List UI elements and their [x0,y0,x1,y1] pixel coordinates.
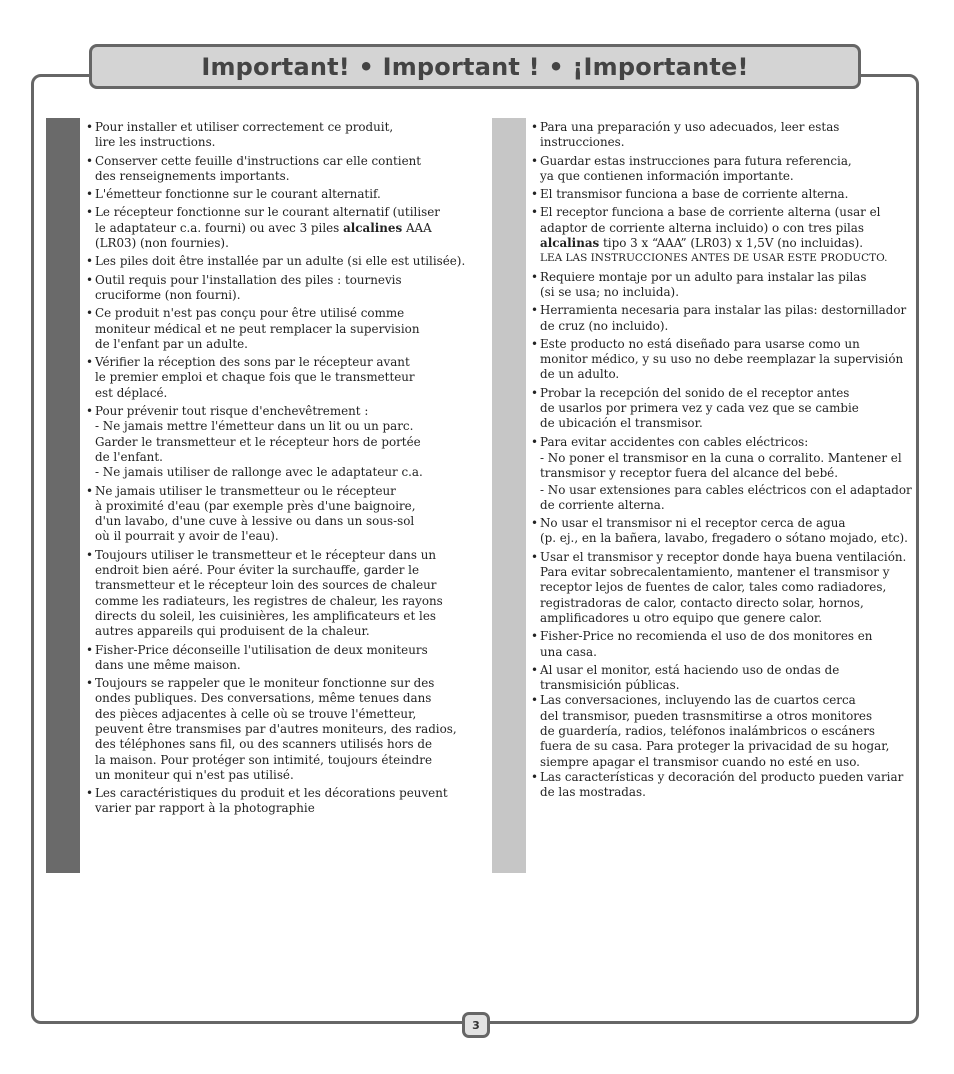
list-item: • Fisher-Price no recomienda el uso de dos monitores en una casa. [531,629,916,660]
french-column-bar [46,118,80,873]
list-item: • El transmisor funciona a base de corriente alterna. [531,187,916,202]
list-item: • Probar la recepción del sonido de el receptor antes de usarlos por primera vez y cada vez que se cambie de ubicación el transmisor. [531,386,916,432]
french-text [86,120,466,820]
battery-type-bold: alcalinas [540,236,600,251]
list-item: • Toujours se rappeler que le moniteur fonctionne sur des ondes publiques. Des conversations, même tenues dans des pièces adjacentes à celle où se trouve l'émetteur, peuvent être transmises par d'autres moniteurs, des radios, des téléphones sans fil, ou des scanners utilisés hors de la maison. Pour protéger son intimité, toujours éteindre un moniteur qui n'est pas utilisé. [86,676,450,783]
list-item: • Fisher-Price déconseille l'utilisation de deux moniteurs dans une même maison. [86,643,450,674]
list-item: • Ne jamais utiliser le transmetteur ou le récepteur à proximité d'eau (par exemple près d'une baignoire, d'un lavabo, d'une cuve à lessive ou dans un sous-sol où il pourrait y avoir de l'eau). [86,484,450,545]
list-item: • Este producto no está diseñado para usarse como un monitor médico, y su uso no debe reemplazar la supervisión de un adulto. [531,337,916,383]
list-item: • Les caractéristiques du produit et les décorations peuvent varier par rapport à la photographie [86,786,450,817]
list-item: • Las conversaciones, incluyendo las de cuartos cerca del transmisor, pueden trasnsmitirse a otros monitores de guardería, radios, teléfonos inalámbricos o escáners fuera de su casa. Para proteger la privacidad de su hogar, siempre apagar el transmisor cuando no esté en uso. [531,693,916,769]
list-item: • Guardar estas instrucciones para futura referencia, ya que contienen información importante. [531,154,916,185]
sub-item: - Ne jamais utiliser de rallonge avec le adaptateur c.a. [95,465,423,480]
page-number-label: 3 [472,1018,480,1032]
list-item: • Para una preparación y uso adecuados, leer estas instrucciones. [531,120,916,151]
list-item: • Vérifier la réception des sons par le récepteur avant le premier emploi et chaque fois que le transmetteur est déplacé. [86,355,450,401]
sub-item: - No poner el transmisor en la cuna o corralito. Mantener el transmisor y receptor fuera del alcance del bebé. [540,450,902,481]
list-item: • Pour installer et utiliser correctement ce produit, lire les instructions. [86,120,450,151]
list-item: • Les piles doit être installée par un adulte (si elle est utilisée). [86,254,450,269]
list-item: • Ce produit n'est pas conçu pour être utilisé comme moniteur médical et ne peut remplacer la supervision de l'enfant par un adulte. [86,306,450,352]
spanish-column-bar [492,118,526,873]
list-item: • El receptor funciona a base de corriente alterna (usar el adaptor de corriente alterna incluido) o con tres pilas alcalinas tipo 3 x “AAA” (LR03) x 1,5V (no incluidas). LEA LAS INSTRUCCIONES ANTES DE USAR ESTE PRODUCTO. [531,205,916,266]
list-item: • Conserver cette feuille d'instructions car elle contient des renseignements importants. [86,154,450,185]
page-number [462,1012,490,1038]
list-item: • Le récepteur fonctionne sur le courant alternatif (utiliser le adaptateur c.a. fourni) ou avec 3 piles alcalines AAA (LR03) (non fournies). [86,205,450,251]
list-item: • L'émetteur fonctionne sur le courant alternatif. [86,187,450,202]
spanish-text [531,120,916,803]
list-item: • Para evitar accidentes con cables eléctricos: - No poner el transmisor en la cuna o corralito. Mantener el transmisor y receptor fuera del alcance del bebé. - No usar extensiones para cables eléctricos con el adaptador de corriente alterna. [531,435,916,513]
header-title: Important! • Important ! • ¡Importante! [201,52,749,81]
battery-type-bold: alcalines [343,220,403,235]
read-instructions-notice: LEA LAS INSTRUCCIONES ANTES DE USAR ESTE PRODUCTO. [540,252,888,265]
list-item: • Toujours utiliser le transmetteur et le récepteur dans un endroit bien aéré. Pour éviter la surchauffe, garder le transmetteur et le récepteur loin des sources de chaleur comme les radiateurs, les registres de chaleur, les rayons directs du soleil, les cuisinières, les amplificateurs et les autres appareils qui produisent de la chaleur. [86,548,450,640]
list-item: • Herramienta necesaria para instalar las pilas: destornillador de cruz (no incluido). [531,303,916,334]
list-item: • Al usar el monitor, está haciendo uso de ondas de transmisición públicas. [531,663,916,694]
list-item: • No usar el transmisor ni el receptor cerca de agua (p. ej., en la bañera, lavabo, fregadero o sótano mojado, etc). [531,516,916,547]
header-banner [89,44,861,89]
list-item: • Outil requis pour l'installation des piles : tournevis cruciforme (non fourni). [86,273,450,304]
list-item: • Requiere montaje por un adulto para instalar las pilas (si se usa; no incluida). [531,270,916,301]
list-item: • Pour prévenir tout risque d'enchevêtrement : - Ne jamais mettre l'émetteur dans un lit ou un parc. Garder le transmetteur et le récepteur hors de portée de l'enfant. - Ne jamais utiliser de rallonge avec le adaptateur c.a. [86,404,450,480]
list-item: • Usar el transmisor y receptor donde haya buena ventilación. Para evitar sobrecalentamiento, mantener el transmisor y receptor lejos de fuentes de calor, tales como radiadores, registradoras de calor, contacto directo solar, hornos, amplificadores u otro equipo que genere calor. [531,550,916,626]
sub-item: - Ne jamais mettre l'émetteur dans un lit ou un parc. Garder le transmetteur et le récepteur hors de portée de l'enfant. [95,419,421,464]
list-item: • Las características y decoración del producto pueden variar de las mostradas. [531,770,916,801]
sub-item: - No usar extensiones para cables eléctricos con el adaptador de corriente alterna. [540,482,912,512]
